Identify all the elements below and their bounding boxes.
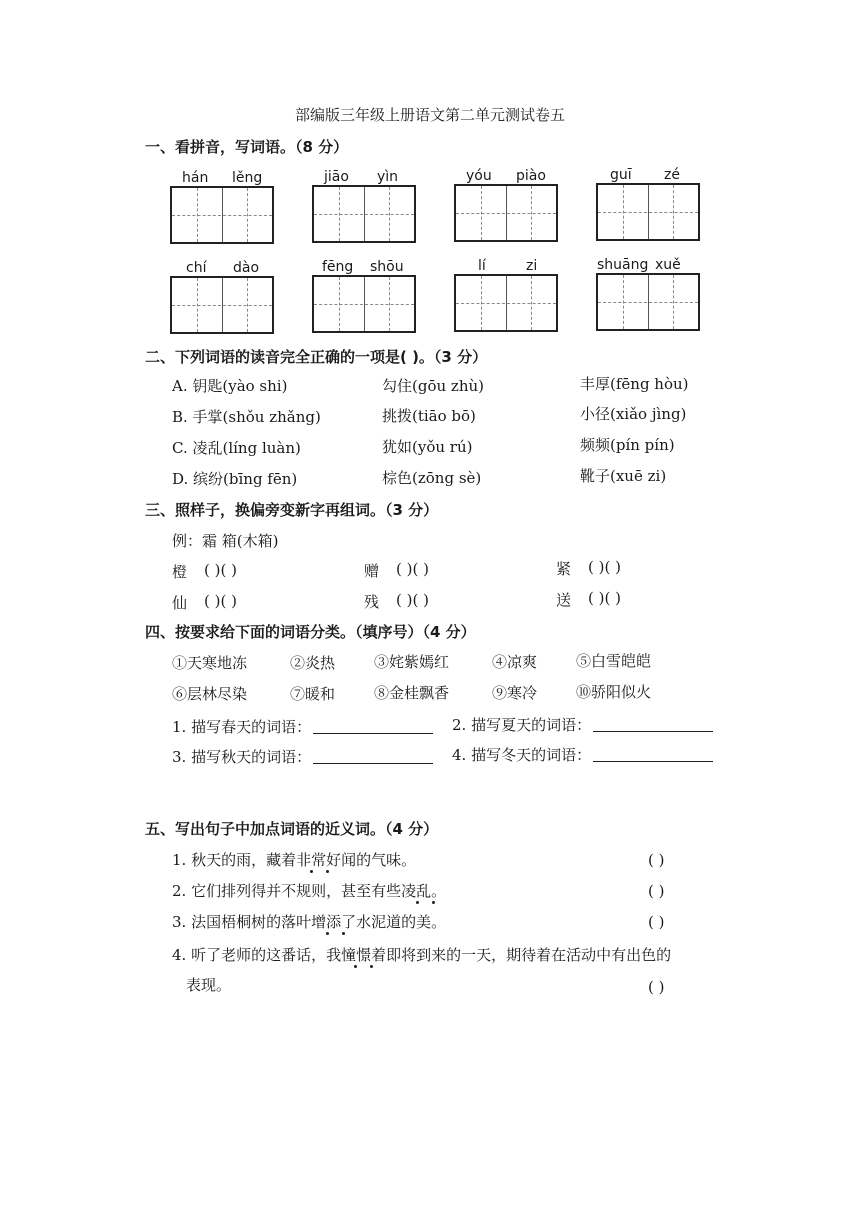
option-a-2: 勾住(gōu zhù) (382, 377, 484, 395)
question-label: 3. 描写秋天的词语： (172, 748, 312, 766)
section-4-heading: 四、按要求给下面的词语分类。（填序号）（4 分） (145, 623, 476, 641)
example: 例：霜 箱(木箱) (172, 532, 279, 550)
emphasis-dot (326, 932, 329, 935)
char: 送 (556, 591, 572, 609)
pinyin: yìn (377, 169, 399, 185)
page-title: 部编版三年级上册语文第二单元测试卷五 (294, 106, 565, 124)
word-option: ⑦暖和 (290, 685, 336, 703)
answer-line[interactable] (313, 749, 433, 764)
option-b-1: B. 手掌(shǒu zhǎng) (172, 408, 321, 426)
question-label: 2. 描写夏天的词语： (452, 716, 592, 734)
char: 残 (364, 593, 380, 611)
writing-grid[interactable] (312, 275, 416, 333)
option-a-3: 丰厚(fēng hòu) (580, 375, 689, 393)
writing-grid[interactable] (170, 186, 274, 244)
pinyin: zi (526, 258, 538, 274)
question-label: 4. 描写冬天的词语： (452, 746, 592, 764)
pinyin: jiāo (324, 169, 349, 185)
word-option: ③姹紫嫣红 (374, 653, 450, 671)
pinyin: shuāng (597, 257, 649, 273)
answer-paren[interactable]: ( ) (648, 978, 665, 996)
pinyin: fēng (322, 259, 354, 275)
answer-blank[interactable]: ( )( ) (588, 589, 621, 607)
word-option: ②炎热 (290, 654, 336, 672)
emphasis-dot (370, 965, 373, 968)
writing-grid[interactable] (170, 276, 274, 334)
char: 赠 (364, 562, 380, 580)
pinyin: piào (516, 168, 546, 184)
word-option: ⑨寒冷 (492, 684, 538, 702)
answer-blank[interactable]: ( )( ) (588, 558, 621, 576)
pinyin: zé (664, 167, 680, 183)
option-b-3: 小径(xiǎo jìng) (580, 405, 687, 423)
pinyin: dào (233, 260, 260, 276)
section-2-heading: 二、下列词语的读音完全正确的一项是( )。（3 分） (145, 348, 488, 366)
pinyin: lěng (232, 170, 263, 186)
answer-paren[interactable]: ( ) (648, 882, 665, 900)
word-option: ①天寒地冻 (172, 654, 248, 672)
word-option: ⑤白雪皑皑 (576, 652, 652, 670)
word-option: ⑥层林尽染 (172, 685, 248, 703)
classify-question (172, 716, 433, 737)
answer-blank[interactable]: ( )( ) (204, 592, 237, 610)
word-option: ④凉爽 (492, 653, 538, 671)
option-d-2: 棕色(zōng sè) (382, 469, 482, 487)
char: 仙 (172, 594, 188, 612)
answer-line[interactable] (593, 747, 713, 762)
pinyin: yóu (466, 168, 492, 184)
char: 橙 (172, 563, 188, 581)
emphasis-dot (416, 901, 419, 904)
writing-grid[interactable] (454, 274, 558, 332)
sentence-4: 4. 听了老师的这番话，我憧憬着即将到来的一天，期待着在活动中有出色的 (172, 946, 672, 964)
option-c-2: 犹如(yǒu rú) (382, 438, 473, 456)
option-d-1: D. 缤纷(bīng fēn) (172, 470, 298, 488)
answer-paren[interactable]: ( ) (648, 851, 665, 869)
sentence-3: 3. 法国梧桐树的落叶增添了水泥道的美。 (172, 913, 447, 931)
classify-question (452, 744, 713, 765)
writing-grid[interactable] (596, 183, 700, 241)
pinyin: xuě (655, 257, 681, 273)
answer-line[interactable] (313, 719, 433, 734)
question-label: 1. 描写春天的词语： (172, 718, 312, 736)
writing-grid[interactable] (596, 273, 700, 331)
emphasis-dot (310, 870, 313, 873)
option-b-2: 挑拨(tiāo bō) (382, 407, 476, 425)
word-option: ⑧金桂飘香 (374, 684, 450, 702)
section-3-heading: 三、照样子，换偏旁变新字再组词。（3 分） (145, 501, 439, 519)
char: 紧 (556, 560, 572, 578)
option-c-3: 频频(pín pín) (580, 436, 675, 454)
section-1-heading: 一、看拼音，写词语。（8 分） (145, 138, 349, 156)
emphasis-dot (354, 965, 357, 968)
pinyin: lí (478, 258, 486, 274)
classify-question (172, 746, 433, 767)
emphasis-dot (342, 932, 345, 935)
section-5-heading: 五、写出句子中加点词语的近义词。（4 分） (145, 820, 439, 838)
answer-blank[interactable]: ( )( ) (396, 591, 429, 609)
writing-grid[interactable] (454, 184, 558, 242)
answer-blank[interactable]: ( )( ) (204, 561, 237, 579)
pinyin: shōu (370, 259, 404, 275)
option-d-3: 靴子(xuē zi) (580, 467, 667, 485)
answer-blank[interactable]: ( )( ) (396, 560, 429, 578)
answer-line[interactable] (593, 717, 713, 732)
emphasis-dot (326, 870, 329, 873)
word-option: ⑩骄阳似火 (576, 683, 652, 701)
classify-question (452, 714, 713, 735)
option-a-1: A. 钥匙(yào shi) (172, 377, 288, 395)
pinyin: hán (182, 170, 209, 186)
option-c-1: C. 凌乱(líng luàn) (172, 439, 301, 457)
sentence-4-cont: 表现。 (186, 976, 232, 994)
sentence-1: 1. 秋天的雨，藏着非常好闻的气味。 (172, 851, 417, 869)
pinyin: chí (186, 260, 207, 276)
sentence-2: 2. 它们排列得并不规则，甚至有些凌乱。 (172, 882, 447, 900)
answer-paren[interactable]: ( ) (648, 913, 665, 931)
pinyin: guī (610, 167, 632, 183)
writing-grid[interactable] (312, 185, 416, 243)
emphasis-dot (432, 901, 435, 904)
